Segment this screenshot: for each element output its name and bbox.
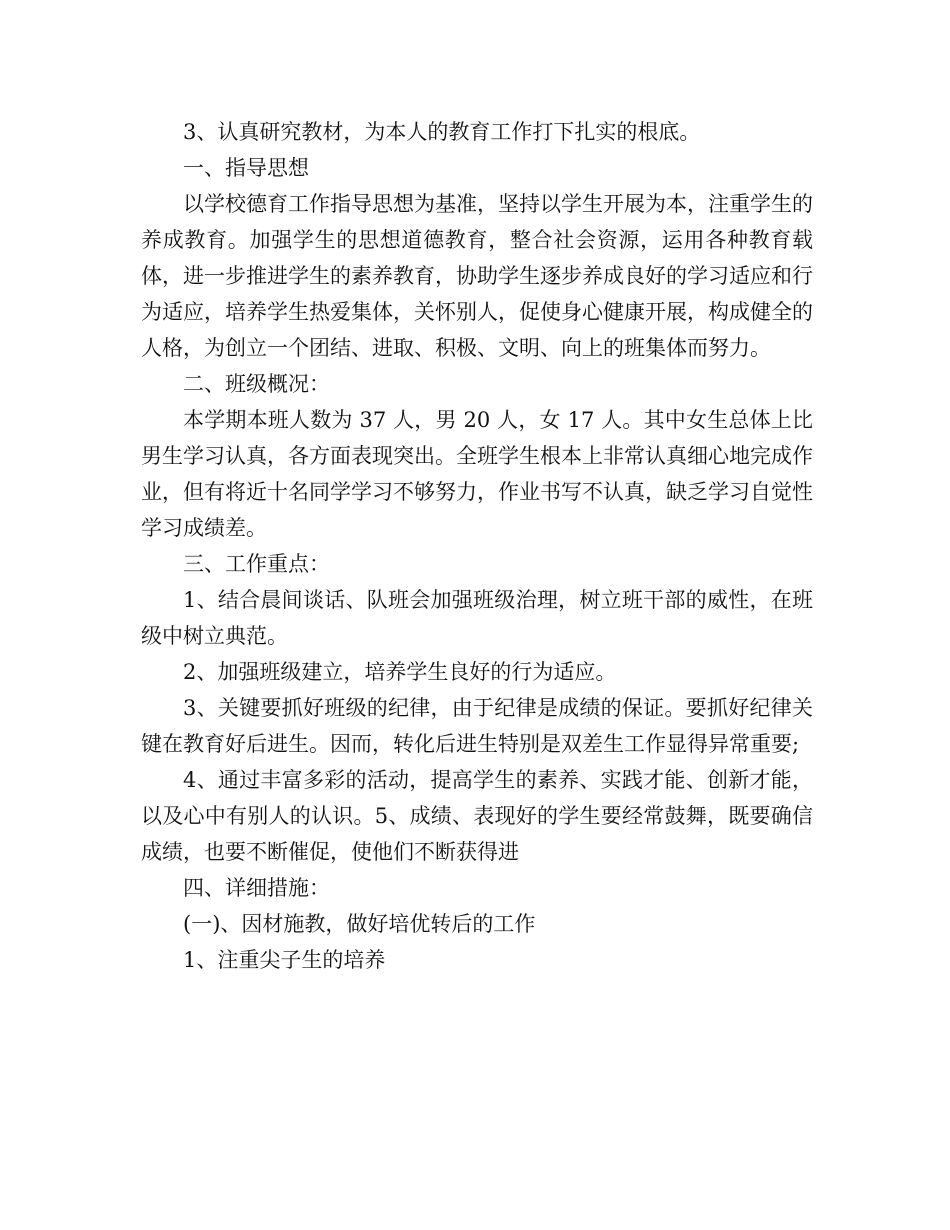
paragraph-class-overview: 本学期本班人数为 37 人，男 20 人，女 17 人。其中女生总体上比男生学习认真，各方面表现突出。全班学生根本上非常认真细心地完成作业，但有将近十名同学学习不够努力，作业书写不认真，缺乏学习自觉性学习成绩差。 — [141, 408, 813, 540]
heading-detailed-measures: 四、详细措施： — [183, 876, 330, 900]
list-item-focus-1: 1、结合晨间谈话、队班会加强班级治理，树立班干部的威性，在班级中树立典范。 — [141, 588, 813, 648]
heading-class-overview: 二、班级概况： — [183, 372, 330, 396]
list-item-focus-3: 3、关键要抓好班级的纪律，由于纪律是成绩的保证。要抓好纪律关键在教育好后进生。因而，转化后进生特别是双差生工作显得异常重要; — [141, 696, 813, 756]
list-item-measure-1: 1、注重尖子生的培养 — [183, 948, 386, 972]
paragraph-study-materials: 3、认真研究教材，为本人的教育工作打下扎实的根底。 — [183, 120, 701, 144]
list-item-focus-2: 2、加强班级建立，培养学生良好的行为适应。 — [183, 660, 617, 684]
heading-guiding-ideology: 一、指导思想 — [183, 156, 309, 180]
paragraph-guiding-ideology: 以学校德育工作指导思想为基准，坚持以学生开展为本，注重学生的养成教育。加强学生的思想道德教育，整合社会资源，运用各种教育载体，进一步推进学生的素养教育，协助学生逐步养成良好的学习适应和行为适应，培养学生热爱集体，关怀别人，促使身心健康开展，构成健全的人格，为创立一个团结、进取、积极、文明、向上的班集体而努力。 — [141, 192, 813, 360]
subheading-measure-1: (一)、因材施教，做好培优转后的工作 — [183, 912, 536, 936]
list-item-focus-4: 4、通过丰富多彩的活动，提高学生的素养、实践才能、创新才能，以及心中有别人的认识。5、成绩、表现好的学生要经常鼓舞，既要确信成绩，也要不断催促，使他们不断获得进 — [141, 768, 813, 864]
heading-work-focus: 三、工作重点： — [183, 552, 330, 576]
document-body — [141, 114, 813, 978]
